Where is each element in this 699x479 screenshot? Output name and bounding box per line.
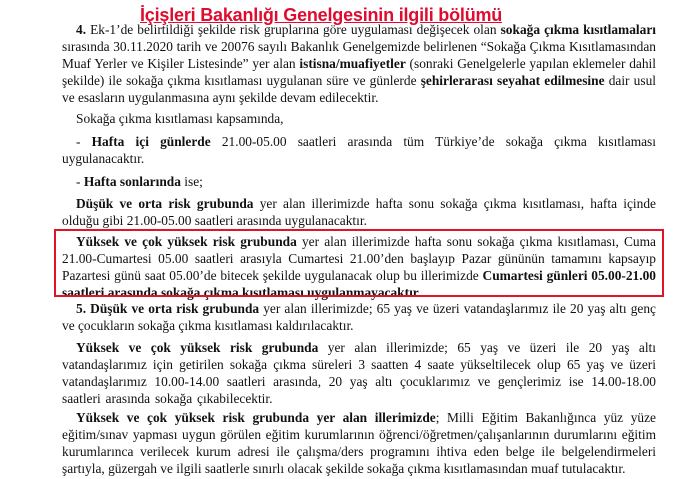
section-4-text-3: (sonraki Genelgelerle yapılan eklemeler dahil şekilde) ile sokağa çıkma kısıtlaması uygulanan süre ve günlerde xyxy=(62,56,656,88)
section-4-bold-3: şehirlerarası seyahat edilmesine xyxy=(420,73,605,88)
paragraph-section-5 xyxy=(62,300,656,334)
paragraph-weekends xyxy=(62,173,656,190)
exemption-text: ; Milli Eğitim Bakanlığınca yüz yüze eğitim/sınav yapması uygun görülen eğitim kurumlarının öğrenci/öğretmen/çalışanlarının durumlarını eğitim kurumlarınca verilecek kurum adresi ile çalışma/ders programını ihtiva eden belge ile belgelendirmeleri şartıyla, güzergah ve ilgili saatlerle sınırlı olacak şekilde sokağa çıkma kısıtlamasından muaf tutulacaktır. xyxy=(62,410,656,476)
section-4-bold-1: sokağa çıkma kısıtlamaları xyxy=(500,22,656,37)
section-4-text-2: sırasında 30.11.2020 tarih ve 20076 sayılı Bakanlık Genelgemizde belirlenen “Sokağa Çıkma Kısıtlamasından Muaf Yerler ve Kişiler Listesinde” yer alan xyxy=(62,39,656,71)
paragraph-weekdays xyxy=(62,133,656,167)
highlight-box xyxy=(54,229,664,297)
weekends-bold: Hafta sonlarında xyxy=(83,174,181,189)
high-risk-weekend-text-2: . xyxy=(418,285,423,300)
weekdays-dash: - xyxy=(76,134,92,149)
headline-annotation: İçişleri Bakanlığı Genelgesinin ilgili bölümü xyxy=(140,5,503,25)
section-5-text: yer alan illerimizde; 65 yaş ve üzeri vatandaşlarımız ile 20 yaş altı genç ve çocukların sokağa çıkma kısıtlaması kaldırılacaktır. xyxy=(62,301,656,333)
scope-label: Sokağa çıkma kısıtlaması kapsamında, xyxy=(76,111,284,126)
low-risk-weekend-text: yer alan illerimizde hafta sonu sokağa çıkma kısıtlaması, hafta içinde olduğu gibi 21.00-05.00 saatleri arasında uygulanacaktır. xyxy=(62,196,656,228)
paragraph-high-risk-age xyxy=(62,339,656,407)
section-4-text-4: dair usul ve esasların uygulanmasına aynı şekilde devam edilecektir. xyxy=(62,73,657,105)
high-risk-weekend-bold-1: Yüksek ve çok yüksek risk grubunda xyxy=(76,234,297,249)
high-risk-age-bold: Yüksek ve çok yüksek risk grubunda xyxy=(76,340,319,355)
high-risk-weekend-text-1: yer alan illerimizde hafta sonu sokağa çıkma kısıtlaması, Cuma 21.00-Cumartesi 05.00 saatleri arasıyla Cumartesi 21.00’den başlayıp Pazar gününün tamamını kapsayıp Pazartesi günü saat 05.00’de bitecek şekilde uygulanacak olup bu illerimizde xyxy=(62,234,656,283)
low-risk-weekend-bold: Düşük ve orta risk grubunda xyxy=(76,196,254,211)
section-4-text-1: Ek-1’de belirtildiği şekilde risk gruplarına göre uygulaması değişecek olan xyxy=(86,22,501,37)
weekdays-text: 21.00-05.00 saatleri arasında tüm Türkiye’de sokağa çıkma kısıtlaması uygulanacaktır. xyxy=(62,134,656,166)
high-risk-age-text: yer alan illerimizde; 65 yaş ve üzeri ile 20 yaş altı vatandaşlarımız için getirilen sokağa çıkma süreleri 3 saatten 4 saate yükseltilecek olup 65 yaş ve üzeri vatandaşlarımız 10.00-14.00 saatleri arasında, 20 yaş altı çocuklarımız ve gençlerimiz ise 14.00-18.00 saatleri arasında sokağa çıkabilecektir. xyxy=(62,340,656,406)
paragraph-section-4 xyxy=(62,21,656,106)
section-4-bold-2: istisna/muafiyetler xyxy=(299,56,406,71)
weekends-dash: - xyxy=(76,174,84,189)
section-5-number: 5. xyxy=(76,301,87,316)
weekdays-bold: Hafta içi günlerde xyxy=(91,134,211,149)
exemption-bold: Yüksek ve çok yüksek risk grubunda yer alan illerimizde xyxy=(76,410,436,425)
paragraph-low-risk-weekend xyxy=(62,195,656,229)
section-5-bold: Düşük ve orta risk grubunda xyxy=(86,301,260,316)
high-risk-weekend-bold-2: Cumartesi günleri 05.00-21.00 saatleri arasında sokağa çıkma kısıtlaması uygulanmayacaktır xyxy=(62,268,656,300)
section-4-number: 4. xyxy=(76,22,87,37)
weekends-text: ise; xyxy=(180,174,203,189)
paragraph-exemption xyxy=(62,409,656,477)
